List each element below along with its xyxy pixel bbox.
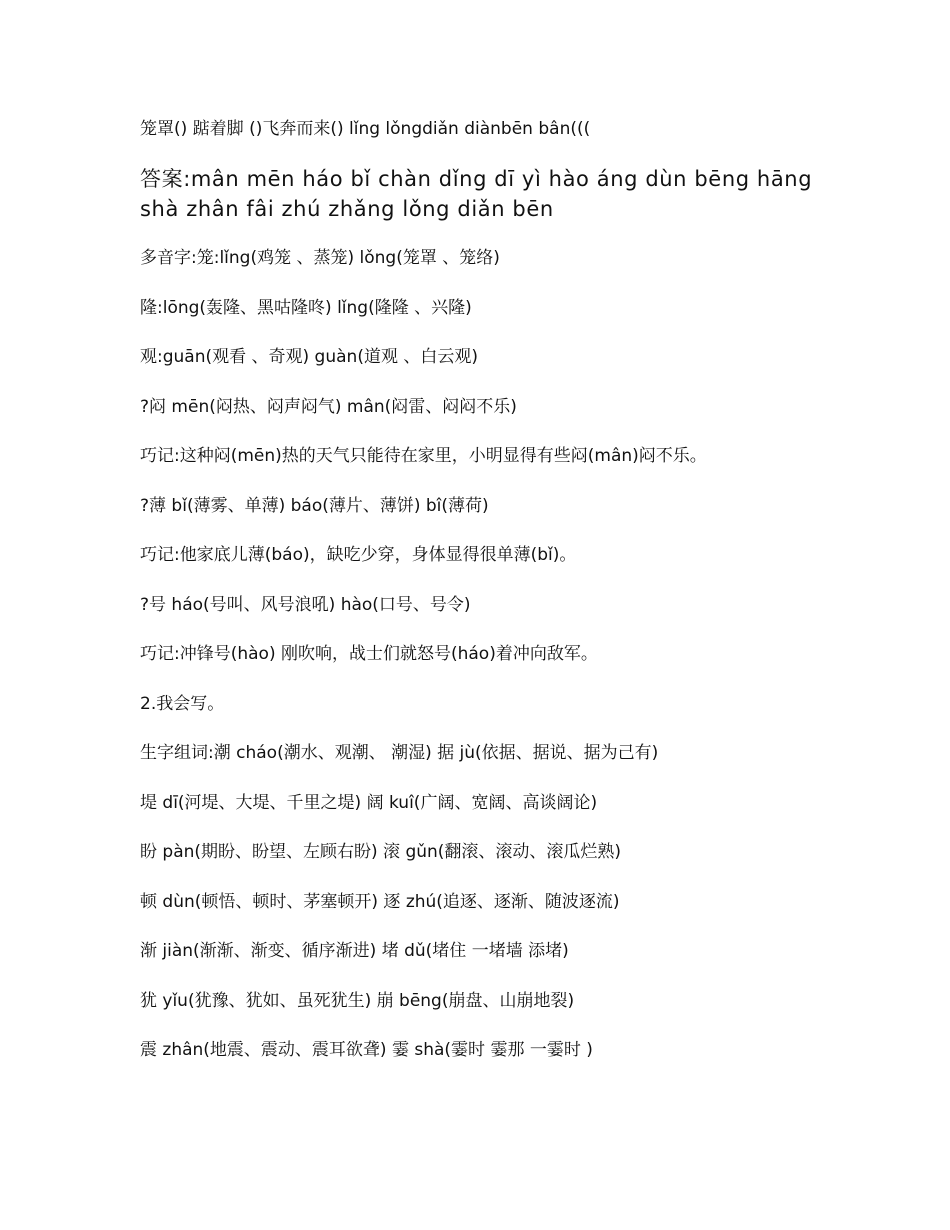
- polyphone-line: 观:guān(观看 、奇观) guàn(道观 、白云观): [140, 347, 478, 367]
- polyphone-line: ?薄 bǐ(薄雾、单薄) báo(薄片、薄饼) bî(薄荷): [140, 495, 489, 516]
- polyphone-line: 隆:lōng(轰隆、黑咕隆咚) lǐng(隆隆 、兴隆): [140, 297, 472, 318]
- polyphone-heading-line: 多音字:笼:lǐng(鸡笼 、蒸笼) lǒng(笼罩 、笼络): [140, 248, 500, 268]
- section-heading: 2.我会写。: [140, 693, 225, 714]
- memory-tip-line: 巧记:这种闷(mēn)热的天气只能待在家里，小明显得有些闷(mân)闷不乐。: [140, 446, 707, 466]
- document-body: [140, 114, 820, 1085]
- vocabulary-line: 顿 dùn(顿悟、顿时、茅塞顿开) 逐 zhú(追逐、逐渐、随波逐流): [140, 891, 620, 912]
- vocabulary-line: 盼 pàn(期盼、盼望、左顾右盼) 滚 gǔn(翻滚、滚动、滚瓜烂熟): [140, 842, 622, 862]
- polyphone-line: ?号 háo(号叫、风号浪吼) hào(口号、号令): [140, 594, 471, 615]
- exercise-line: 笼罩() 踮着脚 ()飞奔而来() lǐng lǒngdiǎn diànbēn bân(((: [140, 119, 591, 139]
- memory-tip-line: 巧记:他家底儿薄(báo)，缺吃少穿，身体显得很单薄(bǐ)。: [140, 545, 577, 565]
- answer-line: 答案:mân mēn háo bǐ chàn dǐng dī yì hào áng dùn bēng hāng shà zhân fâi zhú zhǎng lǒng diǎn bēn: [140, 166, 813, 221]
- polyphone-line: ?闷 mēn(闷热、闷声闷气) mân(闷雷、闷闷不乐): [140, 396, 517, 417]
- vocabulary-line: 堤 dī(河堤、大堤、千里之堤) 阔 kuî(广阔、宽阔、高谈阔论): [140, 792, 598, 813]
- vocabulary-line: 犹 yǐu(犹豫、犹如、虽死犹生) 崩 bēng(崩盘、山崩地裂): [140, 990, 575, 1011]
- memory-tip-line: 巧记:冲锋号(hào) 刚吹响，战士们就怒号(háo)着冲向敌军。: [140, 644, 598, 664]
- vocabulary-line: 震 zhân(地震、震动、震耳欲聋) 霎 shà(霎时 霎那 一霎时 ): [140, 1040, 593, 1060]
- vocabulary-line: 生字组词:潮 cháo(潮水、观潮、 潮湿) 据 jù(依据、据说、据为己有): [140, 743, 659, 763]
- vocabulary-line: 渐 jiàn(渐渐、渐变、循序渐进) 堵 dǔ(堵住 一堵墙 添堵): [140, 941, 569, 961]
